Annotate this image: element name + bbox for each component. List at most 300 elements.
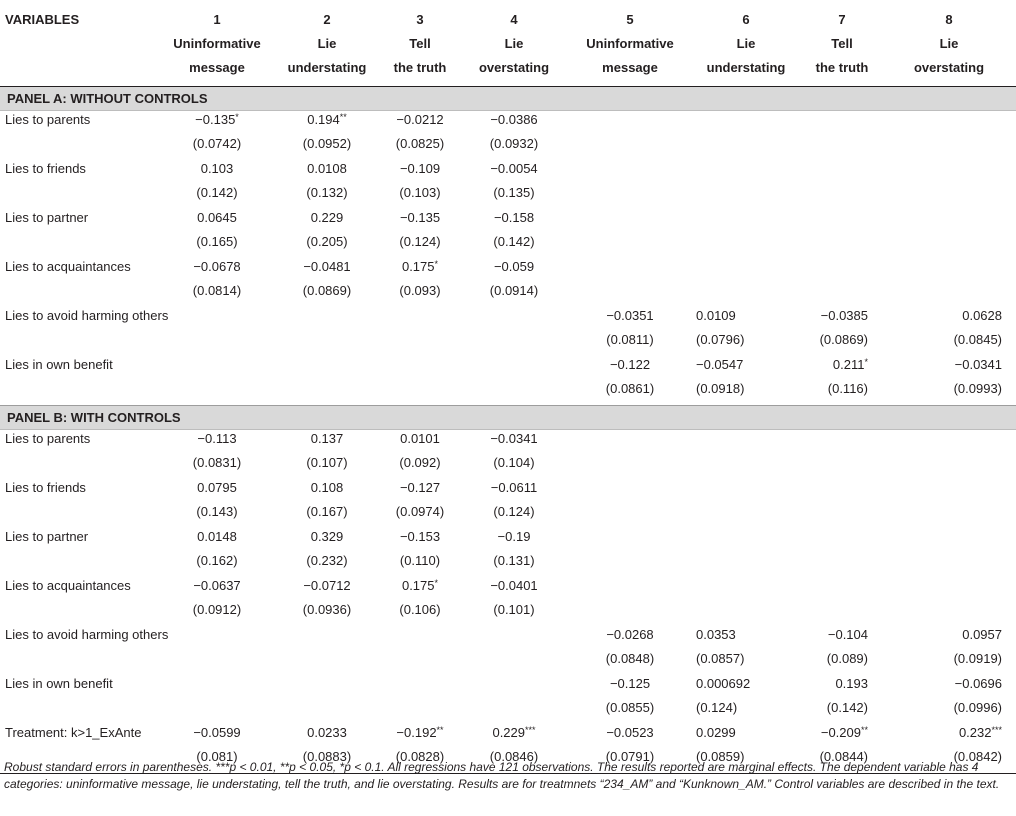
standard-error-cell: (0.162) <box>196 553 238 568</box>
standard-error-row <box>0 601 1016 626</box>
coefficient-cell <box>458 577 570 602</box>
coefficient-value: −0.0599 <box>193 724 241 740</box>
standard-error-cell: (0.132) <box>306 185 348 200</box>
coefficient-value: −0.0696 <box>954 675 1002 691</box>
coefficient-value: −0.158 <box>493 209 535 225</box>
standard-error-cell <box>162 380 272 405</box>
coefficient-cell <box>802 675 882 700</box>
coefficient-cell <box>382 258 458 283</box>
standard-error-cell: (0.104) <box>493 455 535 470</box>
coefficient-value: −0.0678 <box>193 258 241 274</box>
coefficient-cell <box>570 356 690 381</box>
column-header-5 <box>570 0 690 86</box>
standard-error-cell <box>272 650 382 675</box>
empty-label-cell <box>0 282 162 307</box>
coefficient-cell <box>882 160 1016 185</box>
variable-label: Lies to acquaintances <box>5 258 131 274</box>
standard-error-cell: (0.0883) <box>272 748 382 773</box>
standard-error-cell: (0.116) <box>827 381 868 396</box>
standard-error-cell <box>570 454 690 479</box>
coefficient-cell <box>382 307 458 332</box>
standard-error-cell: (0.101) <box>493 602 535 617</box>
coefficient-value: −0.0547 <box>696 356 744 372</box>
standard-error-cell <box>690 282 802 307</box>
coefficient-cell <box>162 429 272 454</box>
standard-error-cell <box>690 552 802 577</box>
coefficient-cell <box>382 356 458 381</box>
standard-error-cell <box>882 503 1016 528</box>
column-label-line1: Lie <box>317 36 337 51</box>
coefficient-cell <box>570 209 690 234</box>
coefficient-value: 0.175 <box>401 258 435 274</box>
coefficient-cell <box>162 528 272 553</box>
column-header-2 <box>272 0 382 86</box>
coefficient-cell <box>272 258 382 283</box>
standard-error-row <box>0 454 1016 479</box>
table-footnote: Robust standard errors in parentheses. ***p < 0.01, **p < 0.05, *p < 0.1. All regressions have 121 observations. The results reported are marginal effects. The dependent variable has 4 categories: uninformative message, lie understating, tell the truth, and lie overstating. Results are for treatmnets “234_AM” and “Kunknown_AM.” Control variables are described in the text. <box>4 760 1000 791</box>
coefficient-value: −0.125 <box>609 675 651 691</box>
coefficient-cell <box>458 356 570 381</box>
coefficient-cell <box>690 110 802 135</box>
coefficient-cell <box>382 577 458 602</box>
standard-error-cell <box>690 233 802 258</box>
column-label-line1: Tell <box>831 36 853 51</box>
coefficient-value: −0.0268 <box>606 626 654 642</box>
coefficient-cell <box>570 110 690 135</box>
significance-stars: ** <box>436 724 444 735</box>
significance-stars: * <box>434 258 439 269</box>
coefficient-cell <box>458 258 570 283</box>
empty-label-cell <box>0 454 162 479</box>
column-label-line2: the truth <box>815 60 869 75</box>
column-label-line1: Tell <box>409 36 431 51</box>
coefficient-value: −0.135 <box>195 111 236 127</box>
panel-title: PANEL B: WITH CONTROLS <box>0 405 1016 429</box>
coefficient-cell <box>162 307 272 332</box>
coefficient-row <box>0 675 1016 700</box>
coefficient-cell <box>570 258 690 283</box>
standard-error-cell: (0.0912) <box>192 602 242 617</box>
coefficient-row <box>0 577 1016 602</box>
coefficient-cell <box>382 209 458 234</box>
coefficient-value: −0.153 <box>399 528 441 544</box>
coefficient-cell <box>162 258 272 283</box>
standard-error-cell: (0.107) <box>306 455 348 470</box>
coefficient-cell <box>802 479 882 504</box>
standard-error-cell <box>458 699 570 724</box>
variable-label: Lies to avoid harming others <box>5 626 169 642</box>
coefficient-cell <box>382 675 458 700</box>
variable-label: Lies to acquaintances <box>5 577 131 593</box>
standard-error-cell <box>690 184 802 209</box>
coefficient-value: −0.135 <box>399 209 441 225</box>
coefficient-cell <box>162 110 272 135</box>
standard-error-cell: (0.0869) <box>819 332 868 347</box>
coefficient-cell <box>382 528 458 553</box>
coefficient-cell <box>882 626 1016 651</box>
standard-error-cell: (0.092) <box>399 455 441 470</box>
standard-error-cell <box>802 552 882 577</box>
empty-label-cell <box>0 135 162 160</box>
standard-error-cell: (0.081) <box>162 748 272 773</box>
coefficient-cell <box>690 429 802 454</box>
column-header-6 <box>690 0 802 86</box>
coefficient-value: 0.0628 <box>962 307 1002 323</box>
standard-error-cell <box>690 454 802 479</box>
coefficient-cell <box>882 577 1016 602</box>
coefficient-row <box>0 110 1016 135</box>
coefficient-value: −0.0523 <box>606 724 654 740</box>
standard-error-cell <box>802 184 882 209</box>
empty-label-cell <box>0 650 162 675</box>
coefficient-cell <box>802 110 882 135</box>
coefficient-cell <box>690 724 802 749</box>
coefficient-cell <box>882 724 1016 749</box>
coefficient-value: −0.0351 <box>606 307 654 323</box>
coefficient-row <box>0 479 1016 504</box>
coefficient-value: −0.0385 <box>820 307 868 323</box>
coefficient-value: −0.0341 <box>490 430 538 446</box>
standard-error-cell: (0.103) <box>399 185 441 200</box>
coefficient-value: 0.229 <box>492 724 526 740</box>
standard-error-cell: (0.0848) <box>605 651 655 666</box>
coefficient-value: −0.109 <box>399 160 441 176</box>
empty-label-cell <box>0 233 162 258</box>
empty-label-cell <box>0 699 162 724</box>
column-label-line2: the truth <box>393 60 447 75</box>
standard-error-cell <box>162 331 272 356</box>
coefficient-value: −0.192 <box>396 724 437 740</box>
column-label-line1: Lie <box>504 36 524 51</box>
coefficient-value: −0.0637 <box>193 577 241 593</box>
coefficient-cell <box>382 429 458 454</box>
standard-error-cell <box>882 233 1016 258</box>
column-number: 6 <box>742 12 750 27</box>
standard-error-cell: (0.0828) <box>382 748 458 773</box>
variable-label: Lies to parents <box>5 430 91 446</box>
column-number: 3 <box>416 12 424 27</box>
coefficient-value: −0.059 <box>493 258 535 274</box>
coefficient-cell <box>802 528 882 553</box>
standard-error-cell: (0.143) <box>196 504 238 519</box>
coefficient-cell <box>458 429 570 454</box>
standard-error-cell: (0.205) <box>306 234 348 249</box>
standard-error-cell <box>690 601 802 626</box>
standard-error-row <box>0 184 1016 209</box>
standard-error-cell <box>690 503 802 528</box>
coefficient-cell <box>690 258 802 283</box>
standard-error-cell <box>570 233 690 258</box>
standard-error-cell: (0.0857) <box>696 651 745 666</box>
coefficient-value: −0.0481 <box>303 258 351 274</box>
column-label-line2: overstating <box>913 60 985 75</box>
standard-error-cell: (0.093) <box>399 283 441 298</box>
coefficient-cell <box>690 528 802 553</box>
standard-error-cell: (0.142) <box>826 700 868 715</box>
coefficient-cell <box>690 577 802 602</box>
coefficient-cell <box>458 160 570 185</box>
coefficient-cell <box>272 307 382 332</box>
coefficient-value: 0.0957 <box>962 626 1002 642</box>
variable-label: Lies to friends <box>5 479 86 495</box>
coefficient-row <box>0 724 1016 749</box>
empty-label-cell <box>0 503 162 528</box>
coefficient-cell <box>570 479 690 504</box>
coefficient-cell <box>882 528 1016 553</box>
coefficient-cell <box>162 675 272 700</box>
standard-error-cell: (0.124) <box>399 234 441 249</box>
standard-error-cell: (0.0814) <box>192 283 242 298</box>
variable-label: Lies to friends <box>5 160 86 176</box>
column-header-4 <box>458 0 570 86</box>
coefficient-cell <box>882 429 1016 454</box>
coefficient-value: 0.0108 <box>307 160 347 176</box>
column-header-1 <box>162 0 272 86</box>
standard-error-cell: (0.135) <box>493 185 535 200</box>
coefficient-row <box>0 528 1016 553</box>
column-label-line1: Lie <box>736 36 756 51</box>
panel-title: PANEL A: WITHOUT CONTROLS <box>0 86 1016 110</box>
standard-error-cell: (0.0974) <box>395 504 445 519</box>
coefficient-value: 0.0233 <box>307 724 347 740</box>
coefficient-value: 0.329 <box>310 528 344 544</box>
coefficient-cell <box>690 160 802 185</box>
coefficient-cell <box>382 110 458 135</box>
coefficient-cell <box>802 307 882 332</box>
coefficient-cell <box>458 675 570 700</box>
significance-stars: * <box>235 111 239 122</box>
standard-error-cell: (0.0993) <box>953 381 1002 396</box>
coefficient-cell <box>162 724 272 749</box>
standard-error-cell: (0.232) <box>306 553 348 568</box>
standard-error-cell <box>882 184 1016 209</box>
coefficient-cell <box>802 356 882 381</box>
column-number: 7 <box>838 12 846 27</box>
standard-error-cell: (0.0842) <box>882 748 1016 773</box>
standard-error-cell <box>802 135 882 160</box>
coefficient-cell <box>882 307 1016 332</box>
coefficient-value: 0.229 <box>310 209 344 225</box>
coefficient-cell <box>882 110 1016 135</box>
coefficient-row <box>0 356 1016 381</box>
coefficient-value: −0.19 <box>497 528 531 544</box>
column-label-line1: Uninformative <box>173 36 261 51</box>
coefficient-cell <box>570 160 690 185</box>
coefficient-cell <box>162 209 272 234</box>
coefficient-cell <box>272 110 382 135</box>
coefficient-value: −0.209 <box>820 724 861 740</box>
standard-error-cell: (0.0869) <box>302 283 352 298</box>
coefficient-cell <box>458 626 570 651</box>
standard-error-row <box>0 552 1016 577</box>
coefficient-cell <box>570 577 690 602</box>
coefficient-cell <box>802 258 882 283</box>
standard-error-cell: (0.0996) <box>953 700 1002 715</box>
coefficient-cell <box>458 209 570 234</box>
standard-error-cell: (0.165) <box>196 234 238 249</box>
standard-error-cell <box>882 282 1016 307</box>
coefficient-cell <box>690 479 802 504</box>
coefficient-row <box>0 209 1016 234</box>
standard-error-cell: (0.0796) <box>696 332 745 347</box>
standard-error-cell <box>382 331 458 356</box>
standard-error-cell <box>272 699 382 724</box>
coefficient-cell <box>570 429 690 454</box>
variable-label: Lies to avoid harming others <box>5 307 169 323</box>
coefficient-cell <box>458 724 570 749</box>
standard-error-cell <box>382 699 458 724</box>
standard-error-row <box>0 503 1016 528</box>
coefficient-row <box>0 307 1016 332</box>
column-header-7 <box>802 0 882 86</box>
standard-error-cell <box>802 503 882 528</box>
coefficient-cell <box>882 209 1016 234</box>
coefficient-value: 0.232 <box>958 724 992 740</box>
variable-label: Lies to partner <box>5 209 89 225</box>
coefficient-cell <box>272 209 382 234</box>
standard-error-cell: (0.142) <box>196 185 238 200</box>
standard-error-row <box>0 135 1016 160</box>
table-header-row <box>0 0 1016 86</box>
coefficient-cell <box>802 429 882 454</box>
column-number: 1 <box>213 12 221 27</box>
coefficient-value: −0.122 <box>609 356 651 372</box>
standard-error-cell: (0.0845) <box>953 332 1002 347</box>
standard-error-cell <box>458 380 570 405</box>
column-label-line2: message <box>189 60 245 75</box>
coefficient-cell <box>690 626 802 651</box>
standard-error-cell: (0.0825) <box>395 136 445 151</box>
coefficient-value: 0.193 <box>835 675 868 691</box>
standard-error-cell <box>382 650 458 675</box>
standard-error-cell <box>162 650 272 675</box>
column-label-line1: Lie <box>939 36 959 51</box>
column-number: 8 <box>945 12 953 27</box>
coefficient-cell <box>690 675 802 700</box>
standard-error-cell <box>570 135 690 160</box>
column-number: 2 <box>323 12 331 27</box>
standard-error-cell: (0.167) <box>306 504 348 519</box>
standard-error-cell <box>570 503 690 528</box>
significance-stars: *** <box>525 724 536 735</box>
standard-error-cell: (0.0914) <box>489 283 539 298</box>
coefficient-value: 0.108 <box>310 479 344 495</box>
coefficient-value: 0.0353 <box>696 626 736 642</box>
standard-error-cell <box>272 331 382 356</box>
standard-error-cell <box>882 552 1016 577</box>
coefficient-value: 0.000692 <box>696 675 751 691</box>
coefficient-cell <box>272 356 382 381</box>
coefficient-row <box>0 258 1016 283</box>
standard-error-cell <box>882 601 1016 626</box>
coefficient-value: 0.103 <box>200 160 234 176</box>
variable-label: Lies in own benefit <box>5 675 113 691</box>
table-body <box>0 86 1016 773</box>
standard-error-cell: (0.0936) <box>302 602 352 617</box>
coefficient-cell <box>382 724 458 749</box>
column-header-3 <box>382 0 458 86</box>
coefficient-value: 0.211 <box>832 356 865 372</box>
standard-error-cell: (0.0919) <box>953 651 1002 666</box>
coefficient-cell <box>690 209 802 234</box>
standard-error-cell: (0.0846) <box>458 748 570 773</box>
coefficient-value: 0.175 <box>401 577 435 593</box>
standard-error-cell <box>570 282 690 307</box>
coefficient-cell <box>802 577 882 602</box>
coefficient-value: 0.0795 <box>197 479 237 495</box>
coefficient-cell <box>882 356 1016 381</box>
empty-label-cell <box>0 184 162 209</box>
coefficient-value: −0.0611 <box>490 479 538 495</box>
coefficient-cell <box>382 160 458 185</box>
coefficient-cell <box>272 675 382 700</box>
coefficient-value: −0.0341 <box>954 356 1002 372</box>
standard-error-cell: (0.106) <box>399 602 441 617</box>
variable-label: Lies to parents <box>5 111 91 127</box>
standard-error-cell <box>162 699 272 724</box>
coefficient-cell <box>162 356 272 381</box>
coefficient-cell <box>162 479 272 504</box>
standard-error-cell: (0.0855) <box>605 700 655 715</box>
coefficient-cell <box>458 528 570 553</box>
coefficient-cell <box>570 528 690 553</box>
coefficient-value: 0.0299 <box>696 724 736 740</box>
empty-label-cell <box>0 331 162 356</box>
coefficient-cell <box>272 528 382 553</box>
standard-error-row <box>0 233 1016 258</box>
column-label-line2: message <box>602 60 658 75</box>
coefficient-cell <box>272 724 382 749</box>
coefficient-value: −0.0401 <box>490 577 538 593</box>
coefficient-value: −0.104 <box>827 626 868 642</box>
coefficient-value: 0.0101 <box>400 430 440 446</box>
coefficient-cell <box>570 724 690 749</box>
coefficient-cell <box>272 160 382 185</box>
standard-error-cell: (0.0791) <box>570 748 690 773</box>
coefficient-value: −0.113 <box>197 430 237 446</box>
column-header-8 <box>882 0 1016 86</box>
variable-label: Lies in own benefit <box>5 356 113 372</box>
coefficient-row <box>0 160 1016 185</box>
standard-error-cell: (0.0844) <box>802 748 882 773</box>
coefficient-cell <box>802 160 882 185</box>
empty-label-cell <box>0 552 162 577</box>
standard-error-row <box>0 331 1016 356</box>
standard-error-cell: (0.0831) <box>192 455 242 470</box>
variable-label: Treatment: k>1_ExAnte <box>5 724 142 740</box>
standard-error-row <box>0 282 1016 307</box>
coefficient-value: 0.137 <box>310 430 344 446</box>
standard-error-cell <box>882 135 1016 160</box>
standard-error-cell <box>882 454 1016 479</box>
coefficient-cell <box>272 479 382 504</box>
significance-stars: ** <box>860 724 868 735</box>
column-label-line1: Uninformative <box>586 36 674 51</box>
coefficient-cell <box>570 307 690 332</box>
standard-error-cell: (0.0932) <box>489 136 539 151</box>
standard-error-cell <box>802 233 882 258</box>
column-label-line2: understating <box>287 60 367 75</box>
significance-stars: * <box>864 356 868 367</box>
empty-label-cell <box>0 380 162 405</box>
coefficient-cell <box>162 626 272 651</box>
coefficient-cell <box>272 429 382 454</box>
coefficient-cell <box>458 479 570 504</box>
coefficient-value: −0.127 <box>399 479 441 495</box>
standard-error-cell: (0.110) <box>399 553 441 568</box>
standard-error-row <box>0 650 1016 675</box>
coefficient-value: −0.0386 <box>490 111 538 127</box>
